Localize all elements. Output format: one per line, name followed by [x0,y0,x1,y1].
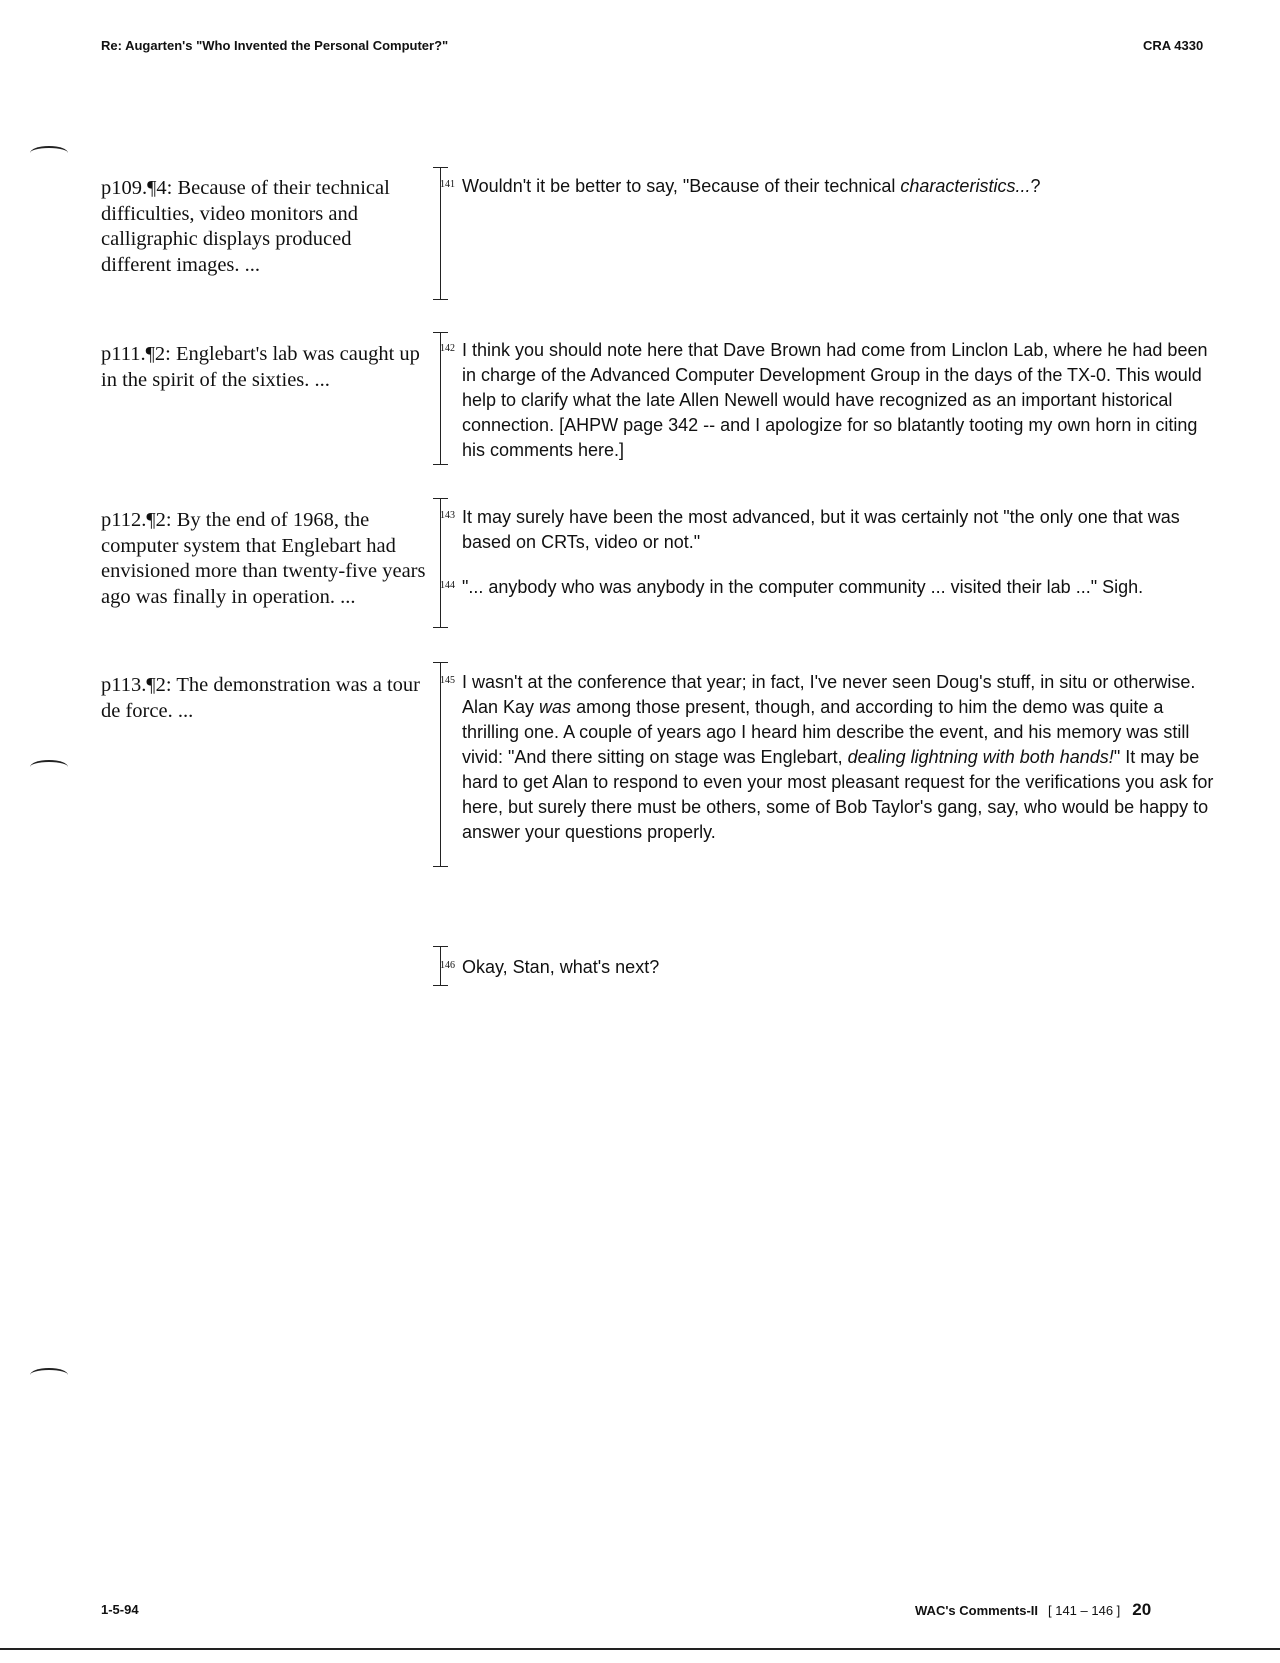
bottom-rule [0,1648,1280,1650]
footer-date: 1-5-94 [101,1602,139,1617]
comment-entry [440,338,1222,463]
page-number: 20 [1132,1600,1152,1619]
comment-number: 141 [440,179,455,190]
comment-text: It may surely have been the most advanced, but it was certainly not "the only one that was based on CRTs, video or not." [462,507,1180,552]
footer-title: WAC's Comments-II [915,1603,1038,1618]
document-code: CRA 4330 [1143,38,1204,53]
source-quote: p112.¶2: By the end of 1968, the computer system that Englebart had envisioned more than twenty-five years ago was finally in operation. ... [101,509,426,608]
comment-text: "... anybody who was anybody in the computer community ... visited their lab ..." Sigh. [462,577,1144,597]
margin-mark [30,760,68,774]
comment-number: 143 [440,510,455,521]
comment-entry [440,670,1222,845]
source-quote: p113.¶2: The demonstration was a tour de force. ... [101,674,421,722]
comment-number: 144 [440,580,455,591]
source-quote: p109.¶4: Because of their technical difficulties, video monitors and calligraphic displays produced different images. ... [101,177,390,276]
comment-text: Okay, Stan, what's next? [462,957,660,977]
margin-mark [30,1368,68,1382]
comment-number: 145 [440,675,455,686]
comment-text: I think you should note here that Dave Brown had come from Linclon Lab, where he had been in charge of the Advanced Computer Development Group in the days of the TX-0. This would help to clarify what the late Allen Newell would have recognized as an important historical connection. [AHPW page 342 -- and I apologize for so blatantly tooting my own horn in citing his comments here.] [462,340,1208,460]
comment-bracket [440,662,457,867]
comment-entry [440,174,1222,199]
comment-entry [440,955,1222,980]
comment-entry [440,575,1222,600]
comment-text: Wouldn't it be better to say, "Because of their technical characteristics...? [462,176,1041,196]
comment-entry [440,505,1222,555]
comment-number: 142 [440,343,455,354]
document-header-title: Re: Augarten's "Who Invented the Personal Computer?" [101,38,449,53]
source-quote: p111.¶2: Englebart's lab was caught up in the spirit of the sixties. ... [101,343,420,391]
comment-number: 146 [440,960,455,971]
footer-info [915,1600,1151,1620]
footer-range: [ 141 – 146 ] [1048,1603,1121,1618]
comment-text: I wasn't at the conference that year; in fact, I've never seen Doug's stuff, in situ or otherwise. Alan Kay was among those present, though, and according to him the demo was quite a thrilling one. A couple of years ago I heard him describe the event, and his memory was still vivid: "And there sitting on stage was Englebart, dealing lightning with both hands!" It may be hard to get Alan to respond to even your most pleasant request for the verifications you ask for here, but surely there must be others, some of Bob Taylor's gang, say, who would be happy to answer your questions properly. [462,672,1214,842]
margin-mark [30,146,68,160]
